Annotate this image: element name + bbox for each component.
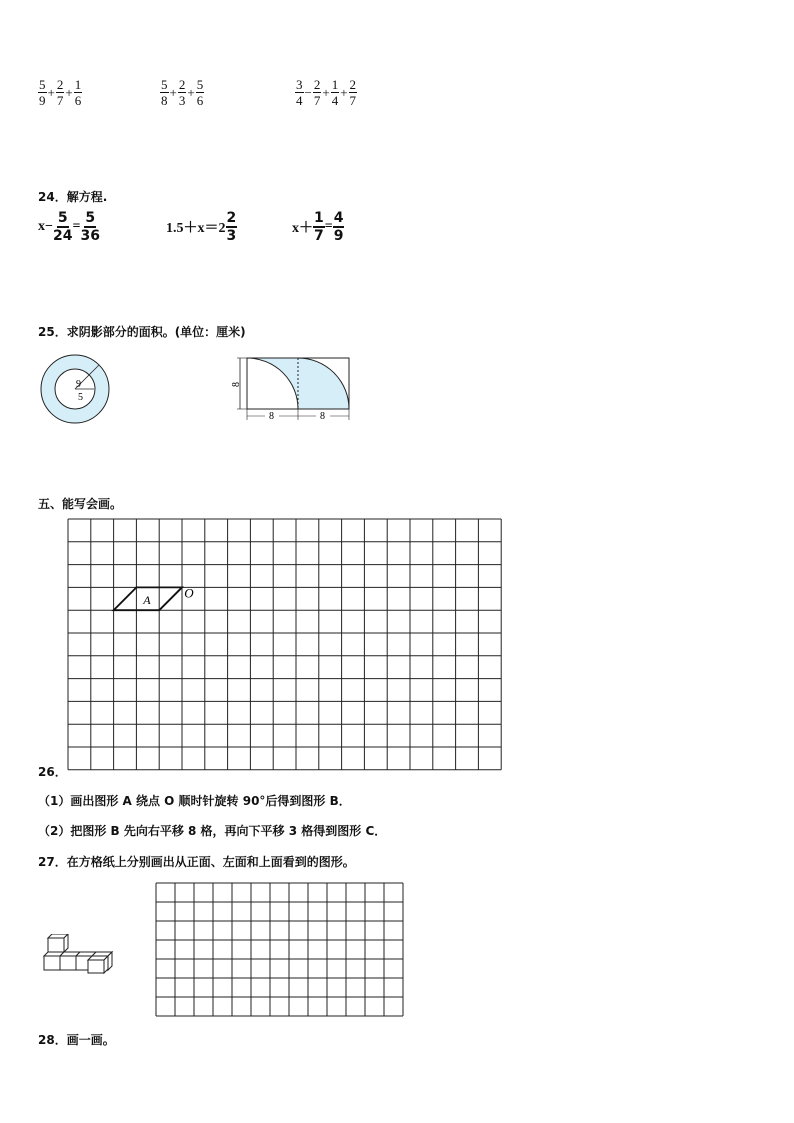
ring-diagram [38,352,112,426]
width-label-right: 8 [320,411,325,422]
fraction: $\frac{5}{8}$ [161,77,168,108]
fraction: $\frac{5}{24}$ [52,210,73,244]
q26-step-1: （1）画出图形 A 绕点 O 顺时针旋转 90°后得到图形 B． [38,794,351,808]
fraction: $\frac{3}{4}$ [296,77,303,108]
height-label: 8 [231,382,242,387]
expression-2: $\frac{5}{8}$ + $\frac{2}{3}$ + $\frac{5}{6}$ [161,77,204,108]
point-o-label: O [184,585,194,601]
fraction: $\frac{1}{4}$ [331,77,339,108]
fraction: $\frac{2}{7}$ [313,77,321,108]
ring-label-inner: 9 [76,379,81,390]
ring-label-outer: 5 [78,392,83,403]
question-25-title: 25．求阴影部分的面积。(单位：厘米) [38,325,246,339]
fraction: $\frac{1}{7}$ [314,210,324,244]
fraction: $\frac{2}{3}$ [178,77,186,108]
question-26-label: 26． [38,765,67,779]
fraction: $\frac{5}{36}$ [80,210,100,244]
q26-step-2: （2）把图形 B 先向右平移 8 格，再向下平移 3 格得到图形 C． [38,824,387,838]
question-28-title: 28．画一画。 [38,1033,115,1047]
fraction: $\frac{5}{6}$ [196,77,204,108]
width-label-left: 8 [269,411,274,422]
equation-2: 1.5＋x＝2 $\frac{2}{3}$ [166,210,237,244]
cube [48,934,68,952]
rectangle-diagram [228,352,354,426]
equation-3: x＋ $\frac{1}{7}$ = $\frac{4}{9}$ [292,210,344,244]
expression-1: $\frac{5}{9}$ + $\frac{2}{7}$ + $\frac{1}{6}$ [39,77,82,108]
shape-a-label: A [143,592,151,607]
grid-27 [155,882,405,1018]
fraction: $\frac{2}{7}$ [349,77,357,108]
question-27-title: 27．在方格纸上分别画出从正面、左面和上面看到的图形。 [38,855,355,869]
fraction: $\frac{4}{9}$ [333,210,344,244]
grid-26 [67,518,503,776]
question-24-title: 24．解方程. [38,190,108,204]
fraction: $\frac{1}{6}$ [74,77,82,108]
expression-3: $\frac{3}{4}$ − $\frac{2}{7}$ + $\frac{1}{4}$ + $\frac{2}{7}$ [296,77,357,108]
fraction: $\frac{5}{9}$ [39,77,46,108]
fraction: $\frac{2}{7}$ [56,77,64,108]
cube [88,956,108,973]
shape-a-edge [159,587,182,610]
fraction: $\frac{2}{3}$ [226,210,237,244]
cube-stack-figure [40,934,120,974]
equation-1: x− $\frac{5}{24}$ = $\frac{5}{36}$ [38,210,100,244]
section-5-title: 五、能写会画。 [38,497,123,511]
